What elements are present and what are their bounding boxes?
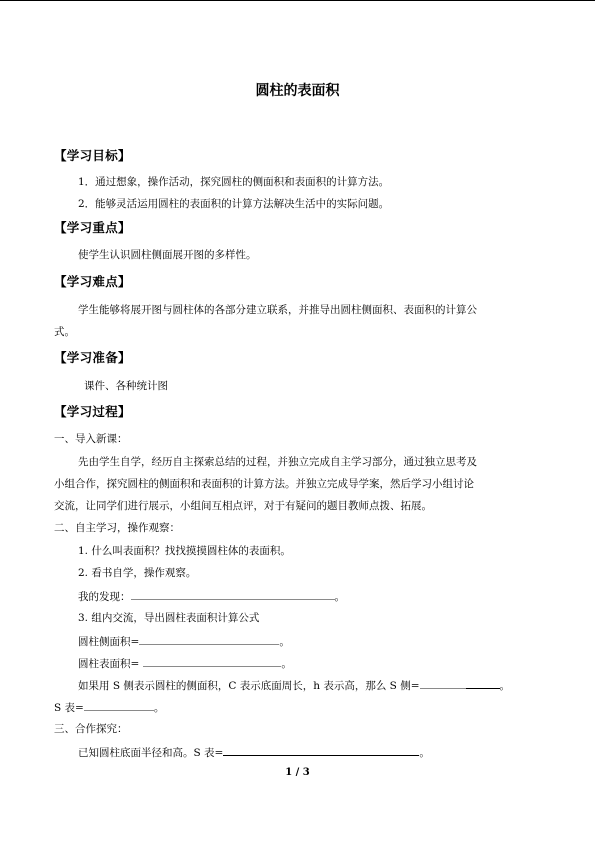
difficulties-line-2: 式。 <box>54 326 75 338</box>
part3-blank[interactable] <box>223 744 419 756</box>
discovery-label: 我的发现： <box>78 591 131 603</box>
part1-line-3: 交流，让同学们进行展示，小组间互相点评，对于有疑问的题目教师点拨、拓展。 <box>54 500 432 512</box>
goal-item-2: 2．能够灵活运用圆柱的表面积的计算方法解决生活中的实际问题。 <box>78 198 390 210</box>
lateral-area-period: 。 <box>279 636 290 648</box>
process-heading: 【学习过程】 <box>54 404 131 419</box>
part2-item-2: 2. 看书自学，操作观察。 <box>78 567 197 579</box>
goals-heading: 【学习目标】 <box>54 148 131 163</box>
header-rule <box>0 0 595 1</box>
surface-area-period: 。 <box>281 658 292 670</box>
discovery-row <box>78 588 345 605</box>
key-points-heading: 【学习重点】 <box>54 220 131 235</box>
surface-area-row <box>78 655 292 672</box>
lateral-area-label: 圆柱侧面积= <box>78 636 140 648</box>
discovery-period: 。 <box>334 591 345 603</box>
part2-heading: 二、自主学习，操作观察： <box>54 522 180 534</box>
s-total-blank[interactable] <box>84 699 154 711</box>
goal-item-1: 1．通过想象，操作活动，探究圆柱的侧面积和表面积的计算方法。 <box>78 176 390 188</box>
preparation-text: 课件、各种统计图 <box>84 380 168 392</box>
part3-period: 。 <box>419 747 430 759</box>
difficulties-heading: 【学习难点】 <box>54 274 131 289</box>
s-lateral-blank-light[interactable] <box>420 677 466 689</box>
formula-row <box>78 677 510 694</box>
lateral-area-row <box>78 633 290 650</box>
lateral-area-blank[interactable] <box>139 633 279 645</box>
page-title: 圆柱的表面积 <box>255 83 340 99</box>
discovery-blank[interactable] <box>131 588 335 600</box>
part2-item-3: 3. 组内交流，导出圆柱表面积计算公式 <box>78 612 260 624</box>
formula-period: 。 <box>499 680 511 692</box>
page-number: 1 / 3 <box>285 767 310 778</box>
part3-heading: 三、合作探究： <box>54 723 128 735</box>
s-total-period: 。 <box>153 702 165 714</box>
surface-area-label: 圆柱表面积= <box>78 658 140 670</box>
part2-item-1: 1. 什么叫表面积？找找摸摸圆柱体的表面积。 <box>78 545 291 557</box>
part1-heading: 一、导入新课： <box>54 433 128 445</box>
part3-text: 已知圆柱底面半径和高。S 表= <box>78 747 224 759</box>
key-points-text: 使学生认识圆柱侧面展开图的多样性。 <box>78 249 257 261</box>
part3-row <box>78 744 430 761</box>
part1-line-2: 小组合作，探究圆柱的侧面积和表面积的计算方法。并独立完成导学案，然后学习小组讨论 <box>54 478 474 490</box>
formula-text: 如果用 S 侧表示圆柱的侧面积，C 表示底面周长，h 表示高，那么 S 侧= <box>78 680 420 692</box>
part1-line-1: 先由学生自学，经历自主探索总结的过程，并独立完成自主学习部分，通过独立思考及 <box>78 456 477 468</box>
preparation-heading: 【学习准备】 <box>54 350 131 365</box>
difficulties-line-1: 学生能够将展开图与圆柱体的各部分建立联系，并推导出圆柱侧面积、表面积的计算公 <box>78 304 477 316</box>
surface-area-blank[interactable] <box>143 655 281 667</box>
s-total-label: S 表= <box>54 702 84 714</box>
s-lateral-blank-dark[interactable] <box>466 677 500 689</box>
s-total-row <box>54 699 164 716</box>
